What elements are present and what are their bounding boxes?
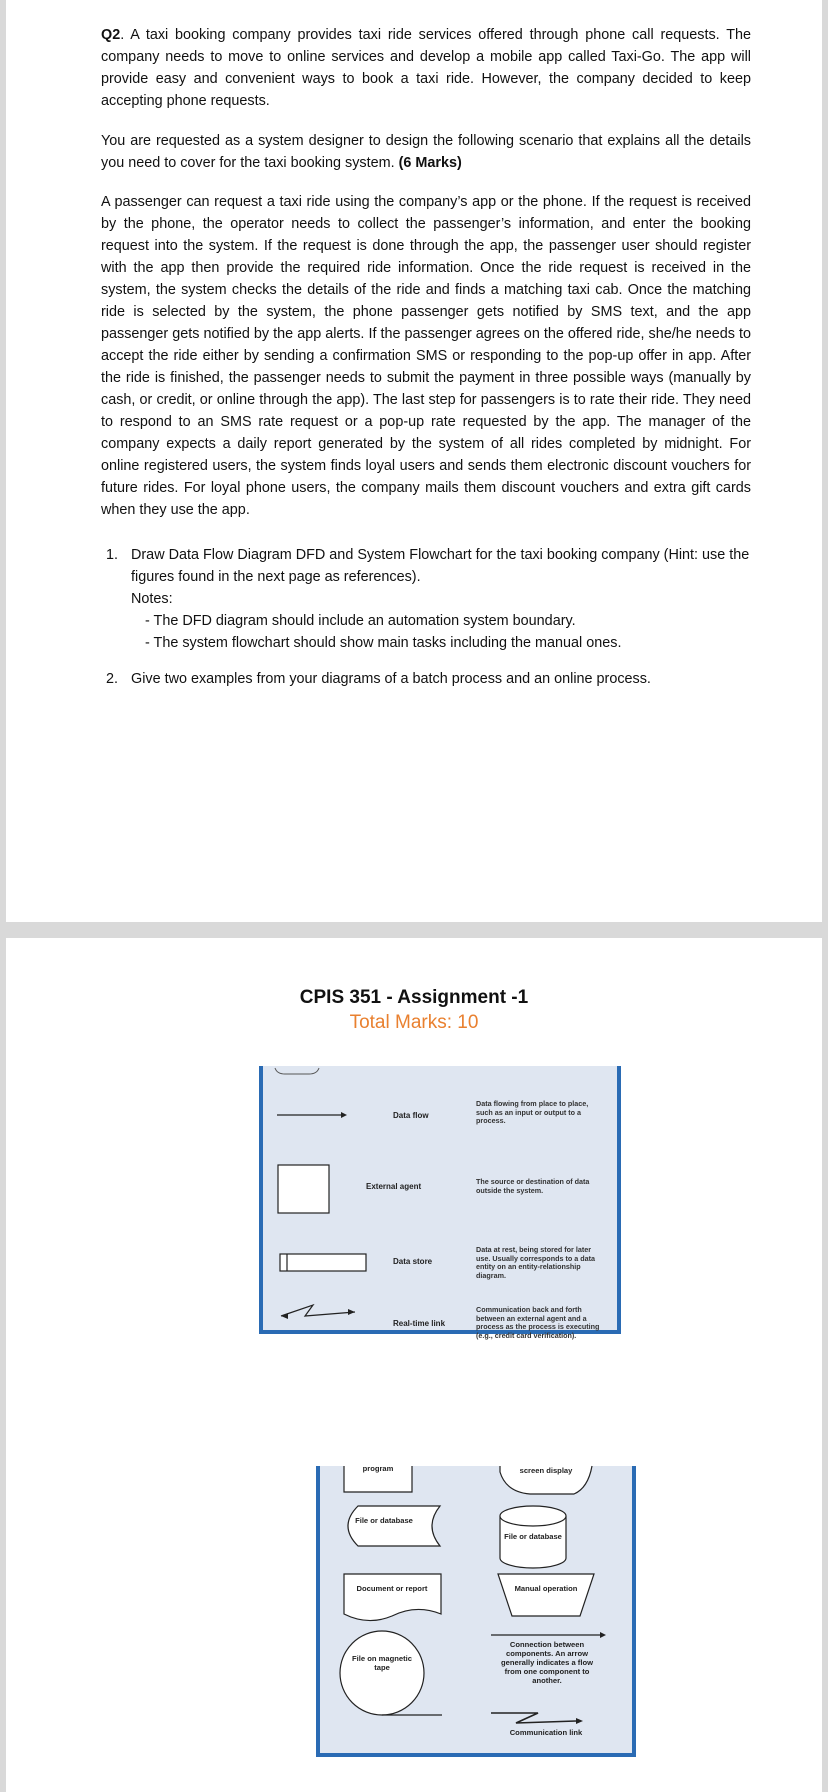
document-icon <box>344 1574 441 1621</box>
task-item <box>101 544 751 588</box>
magnetic-tape-icon <box>340 1631 442 1715</box>
program-label: program <box>362 1464 394 1473</box>
document-page-2 <box>6 938 822 1792</box>
connection-label: Connection between components. An arrow generally indicates a flow from one component to another. <box>500 1640 593 1685</box>
dfd-symbols-figure <box>259 1066 621 1340</box>
data-flow-arrow-icon <box>277 1112 347 1118</box>
marks-label: (6 Marks) <box>398 155 462 171</box>
manual-operation-icon <box>498 1574 594 1616</box>
magnetic-tape-label: File on magnetic tape <box>352 1654 412 1672</box>
manual-operation-label: Manual operation <box>514 1584 578 1593</box>
task-number: 1. <box>106 547 119 563</box>
task-item <box>101 668 751 690</box>
note-item: - The DFD diagram should include an automation system boundary. <box>145 613 576 629</box>
question-label: Q2 <box>101 27 121 43</box>
connection-arrow-icon <box>491 1632 606 1638</box>
dfd-symbol-label: Data store <box>393 1257 433 1266</box>
question-intro <box>101 24 751 112</box>
dfd-symbol-label: Data flow <box>393 1111 429 1120</box>
task-number: 2. <box>106 671 119 687</box>
screen-display-label: screen display <box>519 1466 573 1475</box>
course-title: CPIS 351 - Assignment -1 <box>299 987 529 1008</box>
total-marks: Total Marks: 10 <box>349 1012 479 1033</box>
notes-label: Notes: <box>131 591 173 607</box>
database-label: File or database <box>504 1532 562 1541</box>
dfd-symbol-description: Communication back and forth between an external agent and a process as the process is executing (e.g., credit card verification). <box>476 1305 600 1340</box>
dfd-symbol-label: Real-time link <box>393 1319 446 1328</box>
file-database-icon <box>348 1506 440 1546</box>
data-store-icon <box>280 1254 366 1271</box>
file-database-label: File or database <box>355 1516 413 1525</box>
dfd-symbol-description: The source or destination of data outside the system. <box>476 1177 590 1195</box>
scenario-paragraph <box>101 191 751 521</box>
communication-link-label: Communication link <box>509 1728 583 1737</box>
communication-link-icon <box>491 1713 583 1724</box>
dfd-symbol-description: Data at rest, being stored for later use. Usually corresponds to a data entity on an entity-relationship diagram. <box>476 1245 596 1280</box>
scenario-text: A passenger can request a taxi ride using the company’s app or the phone. If the request is received by the phone, the operator needs to collect the passenger’s information, and enter the booking request into the system. If the request is done through the app, the passenger user should register with the app then provide the required ride information. Once the ride request is received in the system, the system checks the details of the ride and finds a matching taxi cab. Once the matching ride is selected by the system, the phone passenger gets notified by SMS text, and the app passenger gets notified by the app alerts. If the passenger agrees on the offered ride, she/he needs to accept the ride either by sending a confirmation SMS or responding to the pop-up offer in app. After the ride is finished, the passenger needs to submit the payment in three possible ways (manually by cash, or credit, or online through the app). The last step for passengers is to rate their ride. They need to respond to an SMS rate request or a pop-up rate requested by the app. The manager of the company expects a daily report generated by the system of all rides completed by midnight. For online registered users, the system finds loyal users and sends them electronic discount vouchers for future rides. For loyal phone users, the company mails them discount vouchers and extra gift cards when they use the app. <box>101 194 751 518</box>
intro-text: . A taxi booking company provides taxi ride services offered through phone call requests. The company needs to move to online services and develop a mobile app called Taxi-Go. The app will provide easy and convenient ways to book a taxi ride. However, the company decided to keep accepting phone requests. <box>101 27 751 109</box>
flowchart-symbol-shapes <box>316 1466 636 1757</box>
dfd-symbol-label: External agent <box>366 1182 422 1191</box>
document-label: Document or report <box>356 1584 428 1593</box>
request-text: You are requested as a system designer to design the following scenario that explains all the details you need to cover for the taxi booking system. <box>101 133 751 171</box>
page-header <box>6 986 822 1035</box>
task-text: Draw Data Flow Diagram DFD and System Flowchart for the taxi booking company (Hint: use the figures found in the next page as references). <box>131 547 750 585</box>
external-agent-icon <box>278 1165 329 1213</box>
document-page-1 <box>6 0 822 922</box>
dfd-symbol-description: Data flowing from place to place, such as an input or output to a process. <box>476 1099 589 1126</box>
flowchart-symbols-figure <box>316 1466 636 1757</box>
task-list <box>101 544 751 690</box>
note-item: - The system flowchart should show main tasks including the manual ones. <box>145 635 622 651</box>
question-request <box>101 130 751 174</box>
task-text: Give two examples from your diagrams of a batch process and an online process. <box>131 671 651 687</box>
real-time-link-icon <box>281 1305 355 1319</box>
